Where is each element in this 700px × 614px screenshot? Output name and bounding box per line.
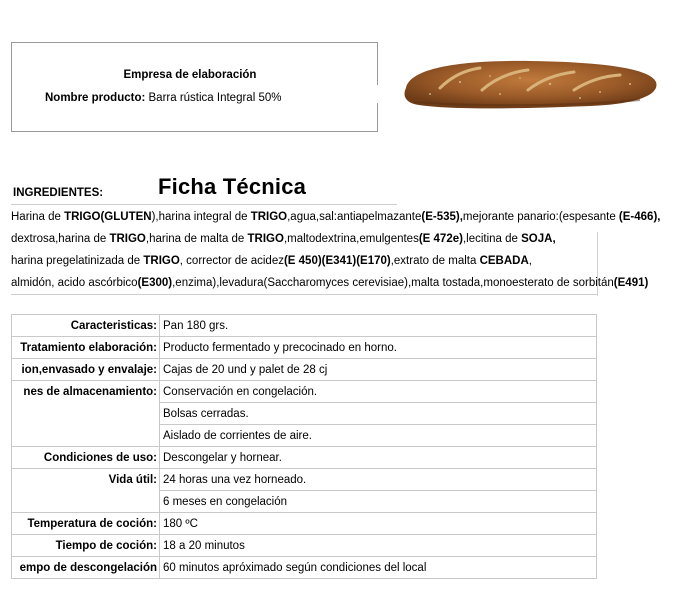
ingredients-line (11, 275, 648, 291)
spec-label: Tratamiento elaboración: (12, 337, 160, 359)
ingredient-text: ,lecitina de (462, 233, 522, 245)
ingredient-text: almidón, acido ascórbico (11, 277, 138, 289)
ingredients-line (11, 253, 532, 269)
ingredient-allergen-text: (E-466), (618, 211, 661, 223)
ingredient-text: Harina de (11, 211, 65, 223)
ingredient-text: ,harina de malta de (145, 233, 248, 245)
ingredient-text: ,maltodextrina,emulgentes (283, 233, 419, 245)
spec-label: Condiciones de uso: (12, 447, 160, 469)
ingredient-allergen-text: TRIGO (109, 233, 146, 245)
spec-value: 6 meses en congelación (160, 491, 597, 513)
ingredient-allergen-text: CEBADA (479, 255, 529, 267)
ingredients-line (11, 231, 556, 247)
ingredient-text: ,agua,sal:antiapelmazante (287, 211, 422, 223)
spec-label: Temperatura de coción: (12, 513, 160, 535)
spec-row (12, 535, 597, 557)
spec-row (12, 469, 597, 491)
spec-row (12, 447, 597, 469)
ingredient-text: , corrector de acidez (179, 255, 284, 267)
spec-label: ion,envasado y envalaje: (12, 359, 160, 381)
ingredient-text: harina pregelatinizada de (11, 255, 144, 267)
spec-label: Caracteristicas: (12, 315, 160, 337)
spec-row (12, 491, 597, 513)
spec-label: nes de almacenamiento: (12, 381, 160, 403)
ingredient-allergen-text: (E-535), (421, 211, 463, 223)
spec-row (12, 513, 597, 535)
ingredient-text: dextrosa,harina de (11, 233, 110, 245)
ingredients-text (11, 205, 671, 295)
ingredient-allergen-text: (E 472e) (418, 233, 463, 245)
spec-row (12, 381, 597, 403)
baguette-bread-image (400, 54, 662, 114)
spec-value: Descongelar y hornear. (160, 447, 597, 469)
product-value: Barra rústica Integral 50% (148, 92, 282, 104)
ingredient-allergen-text: TRIGO (247, 233, 284, 245)
product-label: Nombre producto: (45, 92, 146, 104)
spec-row (12, 359, 597, 381)
spec-label: empo de descongelación (12, 557, 160, 579)
product-name (45, 92, 281, 104)
spec-value: Aislado de corrientes de aire. (160, 425, 597, 447)
spec-label: Vida útil: (12, 469, 160, 491)
spec-row (12, 403, 597, 425)
spec-label: Tiempo de coción: (12, 535, 160, 557)
spec-table (11, 314, 597, 579)
spec-row (12, 315, 597, 337)
ingredient-allergen-text: (E 450)(E341)(E170) (283, 255, 391, 267)
spec-row (12, 557, 597, 579)
ingredients-label: INGREDIENTES: (13, 187, 104, 199)
spec-value: 60 minutos apróximado según condiciones del local (160, 557, 597, 579)
ingredient-text: ,extrato de malta (390, 255, 480, 267)
ingredient-allergen-text: SOJA, (521, 233, 556, 245)
page-title: Ficha Técnica (158, 174, 307, 199)
spec-value: 18 a 20 minutos (160, 535, 597, 557)
spec-value: Cajas de 20 und y palet de 28 cj (160, 359, 597, 381)
spec-value: Bolsas cerradas. (160, 403, 597, 425)
ingredient-allergen-text: (E491) (613, 277, 649, 289)
ingredients-line (11, 209, 660, 225)
ingredient-allergen-text: TRIGO(GLUTEN (64, 211, 152, 223)
ingredient-allergen-text: (E300) (137, 277, 173, 289)
ingredient-text: mejorante panario:(espesante (462, 211, 619, 223)
header-box (11, 42, 378, 132)
ingredient-text: ,enzima),levadura(Saccharomyces cerevisiae),malta tostada,monoesterato de sorbitán (172, 277, 614, 289)
spec-value: Producto fermentado y precocinado en horno. (160, 337, 597, 359)
company-label: Empresa de elaboración (123, 69, 257, 81)
ingredient-allergen-text: TRIGO (250, 211, 288, 223)
spec-row (12, 337, 597, 359)
ingredient-text: , (528, 255, 532, 267)
spec-label (12, 403, 160, 425)
spec-label (12, 425, 160, 447)
header-border (377, 103, 378, 131)
spec-value: 180 ºC (160, 513, 597, 535)
spec-row (12, 425, 597, 447)
ingredient-allergen-text: TRIGO (143, 255, 180, 267)
ingredient-text: ),harina integral de (151, 211, 251, 223)
spec-value: 24 horas una vez horneado. (160, 469, 597, 491)
spec-value: Conservación en congelación. (160, 381, 597, 403)
spec-value: Pan 180 grs. (160, 315, 597, 337)
spec-label (12, 491, 160, 513)
